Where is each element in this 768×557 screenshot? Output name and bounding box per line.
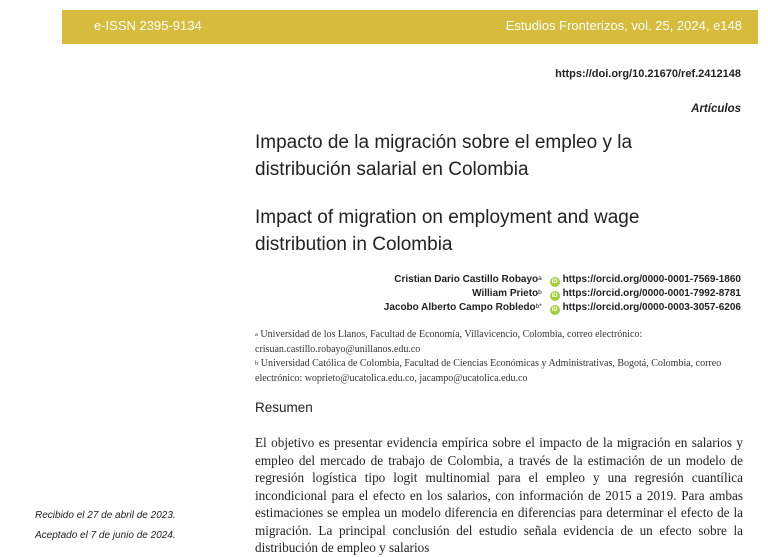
- affiliation-a: [255, 328, 735, 357]
- author-name: William Prieto: [472, 288, 539, 299]
- orcid-link[interactable]: https://orcid.org/0000-0001-7569-1860: [562, 274, 741, 285]
- author-affiliation-mark: b*: [535, 303, 542, 310]
- accepted-date: Aceptado el 7 de junio de 2024.: [35, 530, 176, 541]
- journal-reference: Estudios Fronterizos, vol. 25, 2024, e148: [505, 18, 742, 33]
- author-entry: [384, 287, 741, 301]
- affiliation-text: Universidad Católica de Colombia, Facultad de Ciencias Económicas y Administrativas, Bogotá, Colombia, correo electrónico: woprieto@ucatolica.edu.co, jacampo@ucatolica.edu.co: [255, 358, 722, 384]
- abstract-text: El objetivo es presentar evidencia empírica sobre el impacto de la migración en salarios y empleo del mercado de trabajo de Colombia, a través de la estimación de un modelo de regresión logística tipo logit multinomial para el empleo y una regresión cuantílica incondicional para el efecto en los salarios, con información de 2015 a 2019. Para ambas estimaciones se emplea un modelo diferencia en diferencias para determinar el efecto de la migración. La principal conclusión del estudio señala evidencia de un efecto sobre la distribución de empleo y salarios: [255, 435, 743, 555]
- affiliation-mark: a: [255, 331, 258, 338]
- affiliation-text: Universidad de los Llanos, Facultad de Economía, Villavicencio, Colombia, correo electrónico: crisuan.castillo.robayo@unillanos.edu.co: [255, 329, 643, 355]
- orcid-icon: iD: [551, 279, 558, 285]
- publication-dates: [35, 506, 176, 546]
- author-affiliation-mark: b: [538, 289, 542, 296]
- affiliation-mark: b: [255, 360, 259, 367]
- orcid-link[interactable]: https://orcid.org/0000-0001-7992-8781: [562, 288, 741, 299]
- affiliation-b: [255, 357, 735, 386]
- author-name: Cristian Dario Castillo Robayo: [394, 274, 539, 285]
- author-name: Jacobo Alberto Campo Robledo: [383, 302, 536, 313]
- author-entry: [384, 301, 741, 315]
- issn-label: e-ISSN 2395-9134: [94, 18, 202, 33]
- author-list: [384, 273, 741, 315]
- section-label: Artículos: [691, 103, 741, 115]
- abstract-heading: Resumen: [255, 400, 313, 415]
- orcid-icon: iD: [551, 307, 558, 313]
- orcid-link[interactable]: https://orcid.org/0000-0003-3057-6206: [562, 302, 741, 313]
- affiliations: [255, 328, 735, 386]
- orcid-icon: iD: [551, 293, 558, 299]
- author-affiliation-mark: a: [538, 275, 542, 282]
- received-date: Recibido el 27 de abril de 2023.: [35, 510, 176, 521]
- author-entry: [384, 273, 741, 287]
- title-spanish: Impacto de la migración sobre el empleo y la distribución salarial en Colombia: [255, 132, 633, 180]
- title-english: Impact of migration on employment and wage distribution in Colombia: [255, 207, 640, 255]
- doi-link[interactable]: https://doi.org/10.21670/ref.2412148: [555, 68, 741, 80]
